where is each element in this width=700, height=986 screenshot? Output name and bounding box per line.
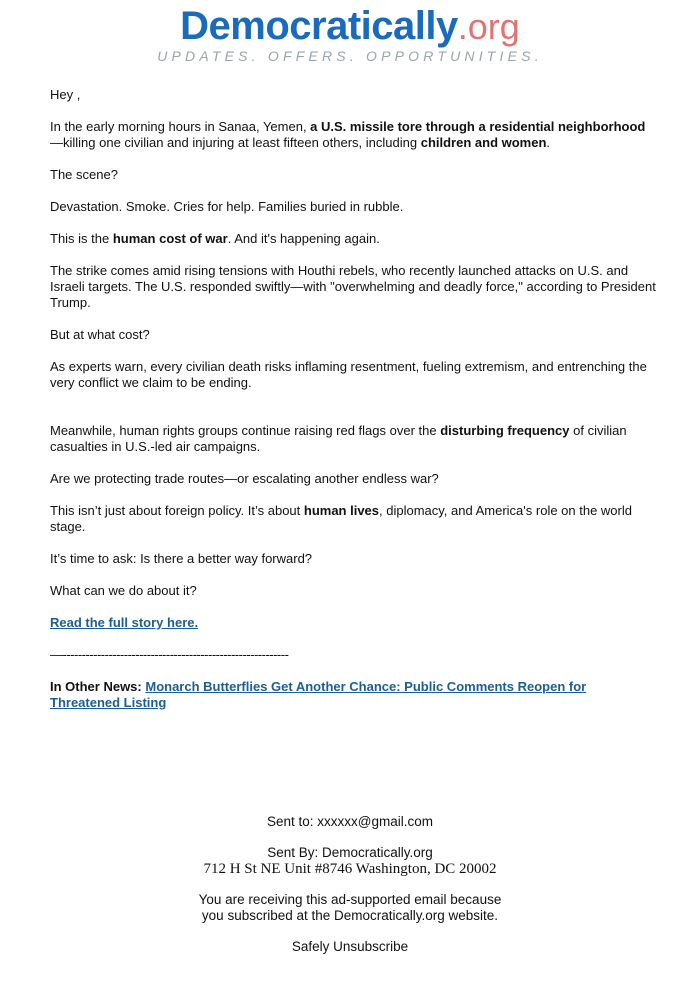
logo-brand-name: Democratically bbox=[180, 4, 458, 48]
sent-by-block bbox=[0, 845, 700, 877]
notice-line-1: You are receiving this ad-supported email because bbox=[198, 892, 502, 907]
p10-bold-b: human lives bbox=[303, 503, 380, 518]
unsubscribe-link[interactable]: Safely Unsubscribe bbox=[291, 939, 409, 954]
paragraph-8 bbox=[50, 423, 656, 455]
p1-text-e: . bbox=[546, 135, 551, 150]
notice-line-2: you subscribed at the Democratically.org website. bbox=[201, 908, 499, 923]
sent-to-line bbox=[0, 814, 700, 830]
paragraph-9: Are we protecting trade routes—or escalating another endless war? bbox=[50, 471, 439, 486]
p4-bold-b: human cost of war bbox=[112, 231, 228, 246]
tagline: UPDATES. OFFERS. OPPORTUNITIES. bbox=[157, 48, 543, 64]
paragraph-5: The strike comes amid rising tensions with Houthi rebels, who recently launched attacks on U.S. and Israeli targets. The U.S. responded swiftly—with "overwhelming and deadly force," according to President Trump. bbox=[50, 263, 656, 310]
p10-text-c: , diplomacy, and America's role on the world stage. bbox=[50, 503, 632, 534]
p10-text-a: This isn’t just about foreign policy. It’s about bbox=[50, 503, 304, 518]
subscription-notice bbox=[0, 892, 700, 924]
paragraph-2: The scene? bbox=[50, 167, 118, 182]
read-more-paragraph bbox=[50, 615, 656, 631]
unsubscribe-line bbox=[0, 939, 700, 955]
p1-text-a: In the early morning hours in Sanaa, Yemen, bbox=[50, 119, 311, 134]
paragraph-4 bbox=[50, 231, 656, 247]
p1-text-c: —killing one civilian and injuring at least fifteen others, including bbox=[50, 135, 421, 150]
email-body bbox=[50, 87, 656, 727]
paragraph-3: Devastation. Smoke. Cries for help. Families buried in rubble. bbox=[50, 199, 404, 214]
other-news-link[interactable]: Monarch Butterflies Get Another Chance: Public Comments Reopen for Threatened Listing bbox=[50, 679, 587, 710]
p4-text-c: . And it's happening again. bbox=[227, 231, 380, 246]
divider: —----------------------------------------------------------- bbox=[50, 647, 289, 662]
paragraph-7: As experts warn, every civilian death risks inflaming resentment, fueling extremism, and entrenching the very conflict we claim to be ending. bbox=[50, 359, 647, 390]
read-full-story-link[interactable]: Read the full story here. bbox=[50, 615, 199, 630]
mailing-address: 712 H St NE Unit #8746 Washington, DC 20002 bbox=[203, 861, 497, 877]
democratically-logo[interactable] bbox=[0, 2, 700, 51]
email-header bbox=[0, 0, 700, 80]
greeting: Hey , bbox=[50, 87, 81, 102]
sent-to-email: xxxxxx@gmail.com bbox=[317, 814, 434, 829]
email-footer bbox=[0, 814, 700, 970]
sent-by-name: Democratically.org bbox=[321, 845, 433, 860]
p8-bold-b: disturbing frequency bbox=[440, 423, 570, 438]
paragraph-6: But at what cost? bbox=[50, 327, 150, 342]
paragraph-12: What can we do about it? bbox=[50, 583, 197, 598]
sent-to-label: Sent to: bbox=[266, 814, 318, 829]
paragraph-11: It’s time to ask: Is there a better way forward? bbox=[50, 551, 313, 566]
sent-by-label: Sent By: bbox=[267, 845, 322, 860]
other-news-label: In Other News: bbox=[50, 679, 146, 694]
paragraph-10 bbox=[50, 503, 656, 535]
p1-bold-d: children and women bbox=[420, 135, 547, 150]
paragraph-1 bbox=[50, 119, 656, 151]
logo-tld: .org bbox=[457, 6, 520, 47]
other-news bbox=[50, 679, 656, 711]
p4-text-a: This is the bbox=[50, 231, 113, 246]
p8-text-c: of civilian casualties in U.S.-led air campaigns. bbox=[50, 423, 627, 454]
p1-bold-b: a U.S. missile tore through a residential neighborhood bbox=[310, 119, 646, 134]
p8-text-a: Meanwhile, human rights groups continue raising red flags over the bbox=[50, 423, 441, 438]
